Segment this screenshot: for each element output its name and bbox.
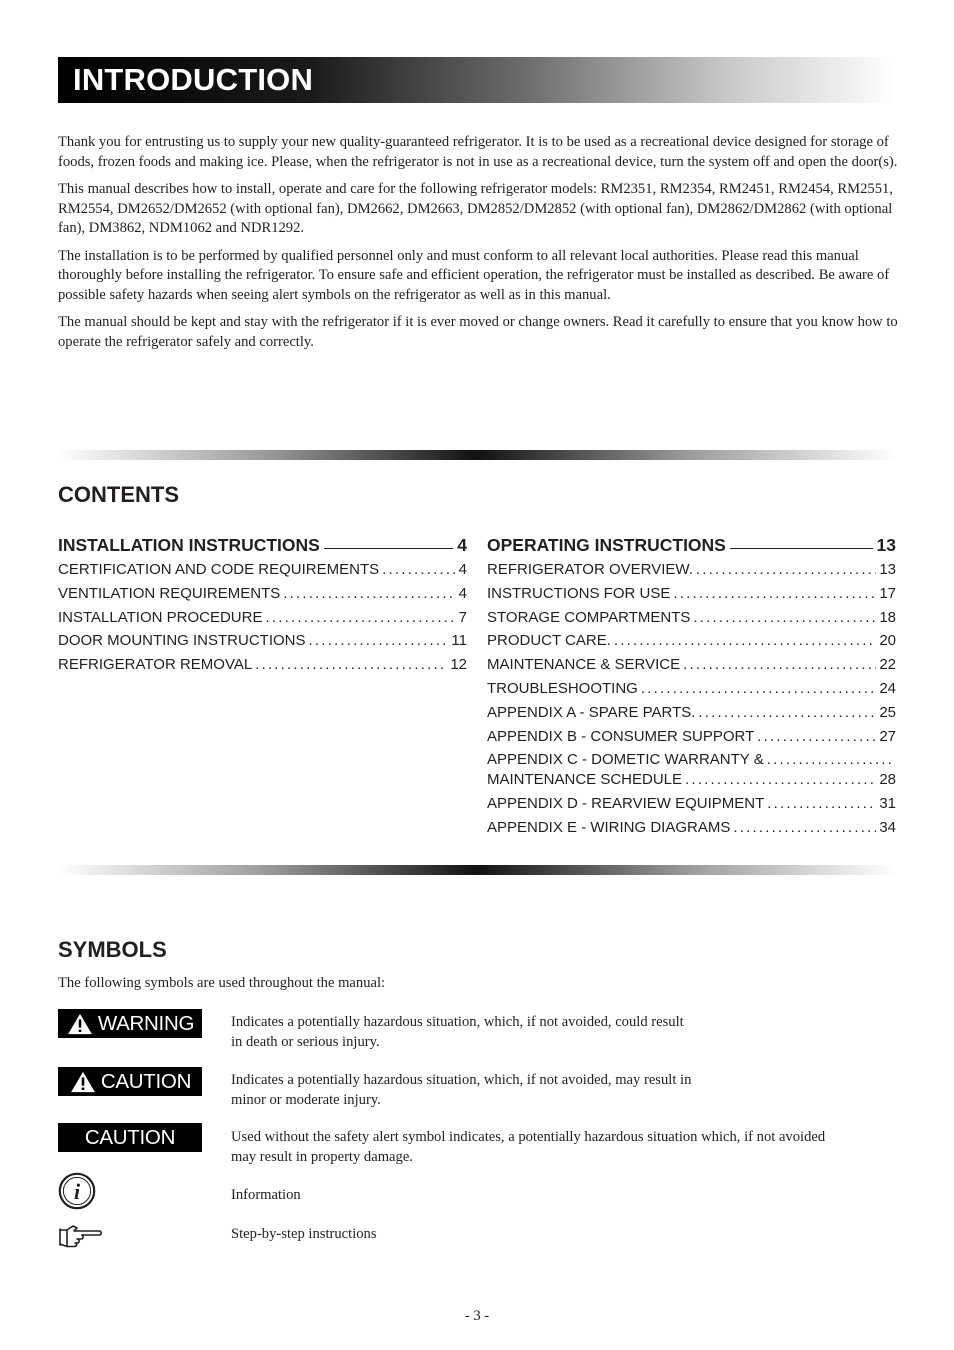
contents-heading: CONTENTS: [58, 482, 179, 507]
information-icon: [58, 1172, 96, 1210]
symbols-heading: SYMBOLS: [58, 937, 167, 962]
warning-badge: WARNING: [58, 1009, 202, 1038]
symbols-intro: The following symbols are used throughout the manual:: [58, 975, 386, 991]
page-number: - 3 -: [464, 1308, 490, 1324]
warning-description: Indicates a potentially hazardous situation, which, if not avoided, could result in death or serious injury.: [231, 1014, 684, 1050]
pointing-hand-icon: [58, 1224, 104, 1248]
intro-paragraph: The installation is to be performed by qualified personnel only and must conform to all relevant local authorities. Please read this manual thoroughly before installing the refrigerator. To ensure safe and efficient operation, the refrigerator must be installed as described. Be aware of possible safety hazards when seeing alert symbols on the refrigerator as well as in this manual.: [58, 247, 890, 303]
toc-operating: [487, 535, 896, 843]
intro-paragraph: The manual should be kept and stay with the refrigerator if it is ever moved or change owners. Read it carefully to ensure that you know how to operate the refrigerator safely and correctly.: [58, 314, 898, 350]
toc-item[interactable]: CERTIFICATION AND CODE REQUIREMENTS ..... 4: [58, 561, 467, 585]
toc-item[interactable]: REFRIGERATOR REMOVAL ..... 12: [58, 656, 467, 680]
toc-item[interactable]: PRODUCT CARE. ..... 20: [487, 632, 896, 656]
toc-section-header[interactable]: OPERATING INSTRUCTIONS 13: [487, 535, 896, 555]
section-divider: [58, 865, 896, 875]
caution-triangle-icon: [69, 1071, 97, 1093]
toc-item[interactable]: APPENDIX E - WIRING DIAGRAMS ..... 34: [487, 819, 896, 843]
caution-description: Indicates a potentially hazardous situation, which, if not avoided, may result in minor or moderate injury.: [231, 1072, 692, 1108]
page-title: INTRODUCTION: [73, 62, 314, 97]
toc-item[interactable]: VENTILATION REQUIREMENTS ..... 4: [58, 585, 467, 609]
toc-item[interactable]: DOOR MOUNTING INSTRUCTIONS ..... 11: [58, 632, 467, 656]
intro-paragraph: This manual describes how to install, operate and care for the following refrigerator models: RM2351, RM2354, RM2451, RM2454, RM2551, RM2554, DM2652/DM2652 (with optional fan), DM2662, DM2663, DM2852/DM2852 (with optional fan), DM2862/DM2862 (with optional fan), DM3862, NDM1062 and NDR1292.: [58, 181, 893, 236]
caution-badge: CAUTION: [58, 1067, 202, 1096]
toc-item[interactable]: TROUBLESHOOTING ..... 24: [487, 680, 896, 704]
toc-section-header[interactable]: INSTALLATION INSTRUCTIONS 4: [58, 535, 467, 555]
caution-plain-badge: CAUTION: [58, 1123, 202, 1152]
toc-item[interactable]: APPENDIX B - CONSUMER SUPPORT ..... 27: [487, 728, 896, 752]
toc-item[interactable]: INSTALLATION PROCEDURE ..... 7: [58, 609, 467, 633]
svg-text:i: i: [73, 1179, 81, 1204]
toc-item[interactable]: MAINTENANCE & SERVICE ..... 22: [487, 656, 896, 680]
toc-installation: [58, 535, 467, 680]
caution-plain-description: Used without the safety alert symbol indicates, a potentially hazardous situation which, if not avoided may result in property damage.: [231, 1129, 826, 1165]
information-label: Information: [231, 1187, 301, 1203]
intro-paragraph: Thank you for entrusting us to supply your new quality-guaranteed refrigerator. It is to be used as a recreational device designed for storage of foods, frozen foods and making ice. Please, when the refrigerator is not in use as a recreational device, turn the system off and open the door(s).: [58, 134, 898, 170]
toc-item[interactable]: INSTRUCTIONS FOR USE ..... 17: [487, 585, 896, 609]
section-divider: [58, 450, 896, 460]
step-instructions-label: Step-by-step instructions: [231, 1226, 377, 1242]
toc-item[interactable]: APPENDIX D - REARVIEW EQUIPMENT ..... 31: [487, 795, 896, 819]
warning-triangle-icon: [66, 1013, 94, 1035]
toc-item[interactable]: STORAGE COMPARTMENTS ..... 18: [487, 609, 896, 633]
toc-item[interactable]: APPENDIX C - DOMETIC WARRANTY & ..... MAINTENANCE SCHEDULE ..... 28: [487, 751, 896, 795]
toc-item[interactable]: APPENDIX A - SPARE PARTS. ..... 25: [487, 704, 896, 728]
title-banner: [58, 57, 896, 103]
toc-item[interactable]: REFRIGERATOR OVERVIEW. ..... 13: [487, 561, 896, 585]
intro-text: [58, 133, 898, 360]
